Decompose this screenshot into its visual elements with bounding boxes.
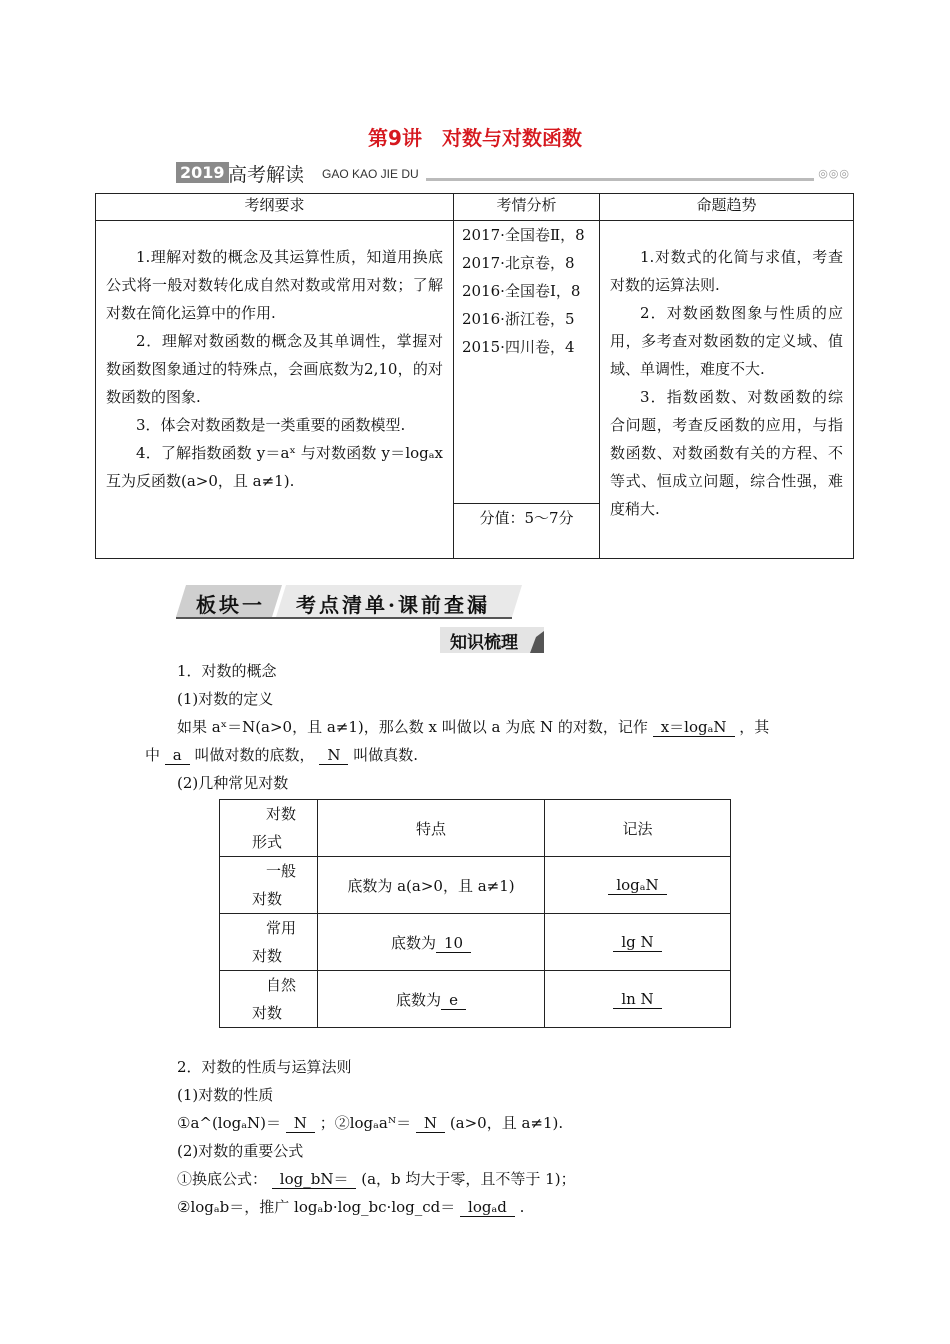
blank-answer: N — [286, 1115, 315, 1133]
section2-heading: 2．对数的性质与运算法则 — [177, 1058, 352, 1076]
cell-text: 底数为 — [396, 990, 442, 1009]
definition-line2 — [145, 744, 418, 765]
cell-text: 对数 — [252, 947, 283, 965]
cell-text: 对数 — [252, 890, 283, 908]
header-bar — [176, 159, 850, 187]
requirement-item: 2．理解对数函数的概念及其单调性，掌握对数函数图象通过的特殊点，会画底数为2,10，的对数函数的图象. — [106, 332, 443, 406]
table-cell: 记法 — [545, 800, 731, 857]
blank-answer: ln N — [613, 991, 661, 1009]
blank-answer: log_bN＝ — [272, 1171, 357, 1189]
table-cell — [545, 914, 731, 971]
trends-cell — [600, 221, 854, 559]
col-header-analysis: 考情分析 — [454, 194, 600, 221]
exam-item: 2017·全国卷Ⅱ，8 — [462, 226, 585, 244]
blank-answer: N — [416, 1115, 445, 1133]
table-cell — [545, 857, 731, 914]
requirements-cell — [96, 221, 454, 559]
definition-text: 如果 aˣ＝N(a>0，且 a≠1)，那么数 x 叫做以 a 为底 N 的对数，记作 — [177, 718, 648, 736]
definition-text: 中 — [145, 746, 161, 764]
table-cell — [220, 971, 318, 1028]
requirement-item: 3．体会对数函数是一类重要的函数模型. — [136, 416, 406, 434]
exam-analysis-table — [95, 193, 854, 559]
section2-sub2: (2)对数的重要公式 — [177, 1142, 304, 1160]
table-cell — [545, 971, 731, 1028]
cell-text: 对数 — [266, 805, 297, 823]
table-cell — [220, 857, 318, 914]
exam-item: 2017·北京卷，8 — [462, 254, 575, 272]
requirement-item: 1.理解对数的概念及其运算性质，知道用换底公式将一般对数转化成自然对数或常用对数；了解对数在简化运算中的作用. — [106, 248, 443, 322]
trend-item: 3．指数函数、对数函数的综合问题，考查反函数的应用，与指数函数、对数函数有关的方程、不等式、恒成立问题，综合性强，难度稍大. — [610, 388, 843, 518]
cell-text: 底数为 — [390, 933, 436, 952]
definition-line1 — [177, 716, 769, 737]
cell-text: 一般 — [266, 862, 297, 880]
blank-answer: 10 — [436, 935, 471, 953]
header-pinyin: GAO KAO JIE DU — [322, 167, 419, 181]
blank-answer: x＝logₐN — [653, 719, 735, 737]
formula-text: . — [519, 1198, 525, 1216]
banner-part2: 考点清单·课前查漏 — [296, 593, 490, 617]
formula-line1 — [177, 1168, 576, 1189]
table-cell — [220, 914, 318, 971]
section2-sub1: (1)对数的性质 — [177, 1086, 274, 1104]
year-badge: 2019 — [176, 162, 229, 183]
formula-text: ①换底公式： — [177, 1170, 268, 1188]
common-logarithms-table — [219, 799, 731, 1028]
dots-icon: ◎◎◎ — [818, 167, 850, 180]
definition-text: ，其 — [739, 718, 770, 736]
table-cell — [318, 914, 545, 971]
exam-item: 2015·四川卷，4 — [462, 338, 575, 356]
blank-answer: e — [441, 992, 466, 1010]
knowledge-tag — [440, 627, 544, 653]
table-cell — [318, 971, 545, 1028]
section1-heading: 1．对数的概念 — [177, 662, 277, 680]
blank-answer: N — [319, 747, 348, 765]
cell-text: 常用 — [266, 919, 297, 937]
exam-item: 2016·全国卷Ⅰ，8 — [462, 282, 581, 300]
header-rule — [426, 178, 814, 181]
col-header-requirements: 考纲要求 — [96, 194, 454, 221]
formula-line2 — [177, 1196, 524, 1217]
blank-answer: logₐd — [460, 1199, 515, 1217]
table-cell — [220, 800, 318, 857]
col-header-trends: 命题趋势 — [600, 194, 854, 221]
cell-text: 自然 — [266, 976, 297, 994]
section-banner — [176, 583, 522, 619]
property-text: ；②logₐaᴺ＝ — [319, 1114, 412, 1132]
trend-item: 2．对数函数图象与性质的应用，多考查对数函数的定义域、值域、单调性，难度不大. — [610, 304, 843, 378]
requirement-item: 4．了解指数函数 y＝aˣ 与对数函数 y＝logₐx 互为反函数(a>0，且 a≠1). — [106, 444, 443, 490]
blank-answer: a — [165, 747, 190, 765]
table-cell — [318, 857, 545, 914]
property-text: ①a^(logₐN)＝ — [177, 1114, 282, 1132]
blank-answer: logₐN — [608, 877, 666, 895]
cell-text: 底数为 a(a>0，且 a≠1) — [347, 876, 515, 895]
definition-text: 叫做真数. — [353, 746, 419, 764]
property-text: (a>0，且 a≠1). — [449, 1114, 564, 1132]
table-cell: 特点 — [318, 800, 545, 857]
property-line — [177, 1112, 563, 1133]
page-title: 第9讲 对数与对数函数 — [368, 126, 582, 150]
cell-text: 形式 — [252, 833, 283, 851]
header-label: 高考解读 — [228, 164, 305, 186]
definition-text: 叫做对数的底数， — [194, 746, 315, 764]
formula-text: (a，b 均大于零，且不等于 1)； — [361, 1170, 576, 1188]
score-range: 分值：5～7分 — [479, 509, 574, 527]
exam-list — [454, 221, 599, 504]
section1-sub2: (2)几种常见对数 — [177, 774, 289, 792]
tag-label: 知识梳理 — [450, 633, 518, 653]
section1-sub1: (1)对数的定义 — [177, 690, 274, 708]
analysis-cell — [454, 221, 600, 559]
trend-item: 1.对数式的化简与求值，考查对数的运算法则. — [610, 248, 843, 294]
exam-item: 2016·浙江卷，5 — [462, 310, 575, 328]
blank-answer: lg N — [613, 934, 661, 952]
formula-text: ②logₐb＝，推广 logₐb·log_bc·log_cd＝ — [177, 1198, 456, 1216]
banner-part1: 板块一 — [196, 593, 265, 617]
cell-text: 对数 — [252, 1004, 283, 1022]
